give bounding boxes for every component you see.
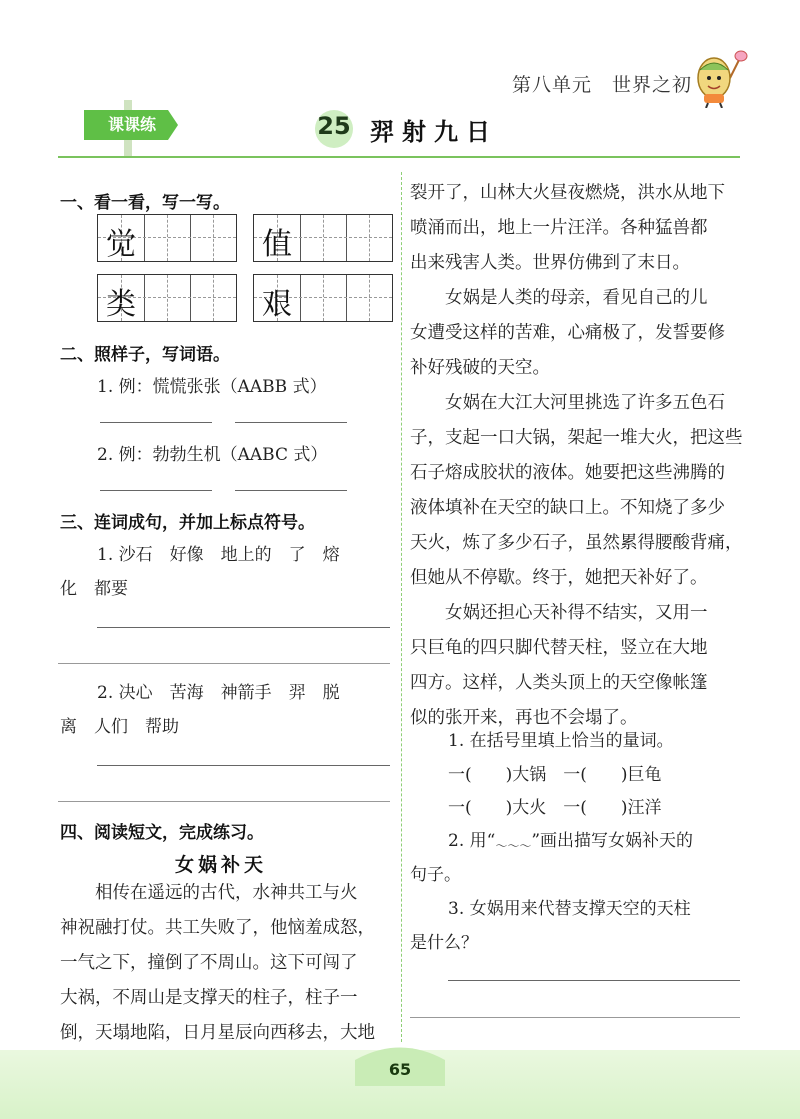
answer-line[interactable] bbox=[100, 422, 212, 423]
passage-line: 但她从不停歇。终于，她把天补好了。 bbox=[410, 568, 708, 588]
answer-line[interactable] bbox=[97, 627, 390, 628]
question1: 1. 在括号里填上恰当的量词。 bbox=[448, 731, 674, 751]
passage-line: 女娲是人类的母亲，看见自己的儿 bbox=[410, 288, 708, 308]
page-number: 65 bbox=[388, 1060, 412, 1079]
answer-line[interactable] bbox=[100, 490, 212, 491]
passage-line: 子，支起一口大锅，架起一堆大火，把这些 bbox=[410, 428, 743, 448]
section3-item1-line2: 化 都要 bbox=[60, 579, 128, 599]
wavy-line-mark: ～～～ bbox=[495, 839, 532, 853]
answer-line[interactable] bbox=[235, 422, 347, 423]
question3-line2: 是什么？ bbox=[410, 933, 478, 953]
question2-line2: 句子。 bbox=[410, 865, 461, 885]
passage-right bbox=[410, 176, 746, 736]
passage-line: 大祸，不周山是支撑天的柱子，柱子一 bbox=[60, 988, 358, 1008]
passage-line: 出来残害人类。世界仿佛到了末日。 bbox=[410, 253, 690, 273]
separator bbox=[410, 1017, 740, 1018]
question1-row1[interactable]: 一( )大锅 一( )巨龟 bbox=[448, 765, 662, 785]
char-jian: 艰 bbox=[262, 287, 292, 322]
passage-line: 女娲还担心天补得不结实，又用一 bbox=[410, 603, 708, 623]
header-rule bbox=[58, 156, 740, 158]
passage-line: 似的张开来，再也不会塌了。 bbox=[410, 708, 638, 728]
passage-line: 补好残破的天空。 bbox=[410, 358, 550, 378]
passage-left bbox=[60, 876, 396, 1051]
passage-line: 女遭受这样的苦难，心痛极了，发誓要修 bbox=[410, 323, 725, 343]
passage-line: 喷涌而出，地上一片汪洋。各种猛兽都 bbox=[410, 218, 708, 238]
passage-line: 四方。这样，人类头顶上的天空像帐篷 bbox=[410, 673, 708, 693]
section3-item2-line1: 2. 决心 苦海 神箭手 羿 脱 bbox=[97, 683, 340, 703]
passage-line: 倒，天塌地陷，日月星辰向西移去，大地 bbox=[60, 1023, 375, 1043]
passage-line: 相传在遥远的古代，水神共工与火 bbox=[60, 883, 358, 903]
char-grid-1[interactable] bbox=[97, 214, 237, 262]
answer-line[interactable] bbox=[235, 490, 347, 491]
char-grid-2[interactable] bbox=[253, 214, 393, 262]
question2-prefix: 2. 用“ bbox=[448, 831, 496, 851]
char-lei: 类 bbox=[106, 287, 136, 322]
lesson-badge: 课课练 bbox=[107, 115, 156, 134]
passage-line: 裂开了，山林大火昼夜燃烧，洪水从地下 bbox=[410, 183, 725, 203]
passage-line: 一气之下，撞倒了不周山。这下可闯了 bbox=[60, 953, 358, 973]
passage-line: 石子熔成胶状的液体。她要把这些沸腾的 bbox=[410, 463, 725, 483]
question1-row2[interactable]: 一( )大火 一( )汪洋 bbox=[448, 798, 662, 818]
passage-line: 只巨龟的四只脚代替天柱，竖立在大地 bbox=[410, 638, 708, 658]
char-grid-3[interactable] bbox=[97, 274, 237, 322]
mascot-egg-with-net-icon bbox=[690, 48, 750, 108]
column-divider bbox=[401, 172, 402, 1042]
section4-heading: 四、阅读短文，完成练习。 bbox=[60, 823, 264, 843]
char-jue: 觉 bbox=[106, 227, 136, 262]
passage-line: 女娲在大江大河里挑选了许多五色石 bbox=[410, 393, 725, 413]
char-zhi: 值 bbox=[262, 227, 292, 262]
passage-title: 女娲补天 bbox=[175, 854, 268, 876]
passage-line: 天火，炼了多少石子，虽然累得腰酸背痛， bbox=[410, 533, 743, 553]
question2-line1 bbox=[448, 826, 693, 854]
separator bbox=[58, 801, 390, 802]
section3-item2-line2: 离 人们 帮助 bbox=[60, 717, 179, 737]
answer-line[interactable] bbox=[448, 980, 740, 981]
passage-line: 神祝融打仗。共工失败了，他恼羞成怒， bbox=[60, 918, 375, 938]
lesson-number: 25 bbox=[317, 112, 351, 140]
unit-title: 第八单元 世界之初 bbox=[512, 74, 693, 96]
section2-item2: 2. 例：勃勃生机（AABC 式） bbox=[97, 445, 328, 465]
section1-heading: 一、看一看，写一写。 bbox=[60, 193, 230, 213]
lesson-title: 羿射九日 bbox=[370, 117, 498, 146]
answer-line[interactable] bbox=[97, 765, 390, 766]
section2-item1: 1. 例：慌慌张张（AABB 式） bbox=[97, 377, 327, 397]
section3-item1-line1: 1. 沙石 好像 地上的 了 熔 bbox=[97, 545, 340, 565]
section3-heading: 三、连词成句，并加上标点符号。 bbox=[60, 513, 315, 533]
passage-line: 液体填补在天空的缺口上。不知烧了多少 bbox=[410, 498, 725, 518]
char-grid-4[interactable] bbox=[253, 274, 393, 322]
separator bbox=[58, 663, 390, 664]
question3-line1: 3. 女娲用来代替支撑天空的天柱 bbox=[448, 899, 691, 919]
section2-heading: 二、照样子，写词语。 bbox=[60, 345, 230, 365]
question2-suffix: ”画出描写女娲补天的 bbox=[531, 831, 694, 851]
